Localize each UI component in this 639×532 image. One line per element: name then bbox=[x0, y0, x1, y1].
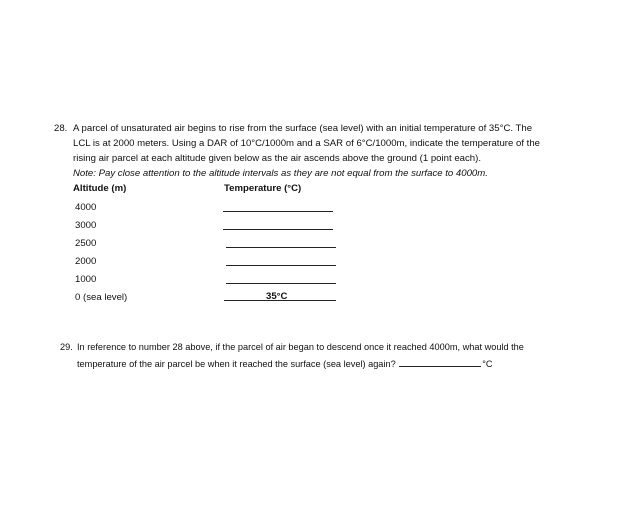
q29-text-line-2 bbox=[77, 357, 493, 369]
answer-blank-3000[interactable] bbox=[223, 219, 333, 230]
answer-blank-2500[interactable] bbox=[226, 237, 336, 248]
q29-text-line-1: In reference to number 28 above, if the parcel of air began to descend once it reached 4000m, what would the bbox=[77, 342, 524, 352]
answer-blank-2000[interactable] bbox=[226, 255, 336, 266]
altitude-4000: 4000 bbox=[75, 202, 97, 213]
altitude-2000: 2000 bbox=[75, 256, 97, 267]
altitude-1000: 1000 bbox=[75, 274, 97, 285]
q29-unit: °C bbox=[482, 359, 493, 369]
q28-text-line-1: A parcel of unsaturated air begins to rise from the surface (sea level) with an initial temperature of 35°C. The bbox=[73, 123, 533, 134]
q28-number: 28. bbox=[54, 123, 68, 134]
altitude-2500: 2500 bbox=[75, 238, 97, 249]
answer-sea-level: 35°C bbox=[224, 291, 336, 301]
q29-answer-blank[interactable] bbox=[399, 357, 481, 367]
q29-number: 29. bbox=[60, 342, 73, 352]
answer-blank-4000[interactable] bbox=[223, 201, 333, 212]
q28-text-line-2: LCL is at 2000 meters. Using a DAR of 10°C/1000m and a SAR of 6°C/1000m, indicate the temperature of the bbox=[73, 138, 541, 149]
altitude-sea-level: 0 (sea level) bbox=[75, 292, 128, 303]
q28-note: Note: Pay close attention to the altitude intervals as they are not equal from the surface to 4000m. bbox=[73, 168, 488, 179]
altitude-3000: 3000 bbox=[75, 220, 97, 231]
q28-text-line-3: rising air parcel at each altitude given below as the air ascends above the ground (1 point each). bbox=[73, 153, 481, 164]
answer-blank-1000[interactable] bbox=[226, 273, 336, 284]
altitude-header: Altitude (m) bbox=[73, 183, 127, 194]
q29-text-line-2-body: temperature of the air parcel be when it reached the surface (sea level) again? bbox=[77, 359, 396, 369]
temperature-header: Temperature (°C) bbox=[224, 183, 302, 194]
